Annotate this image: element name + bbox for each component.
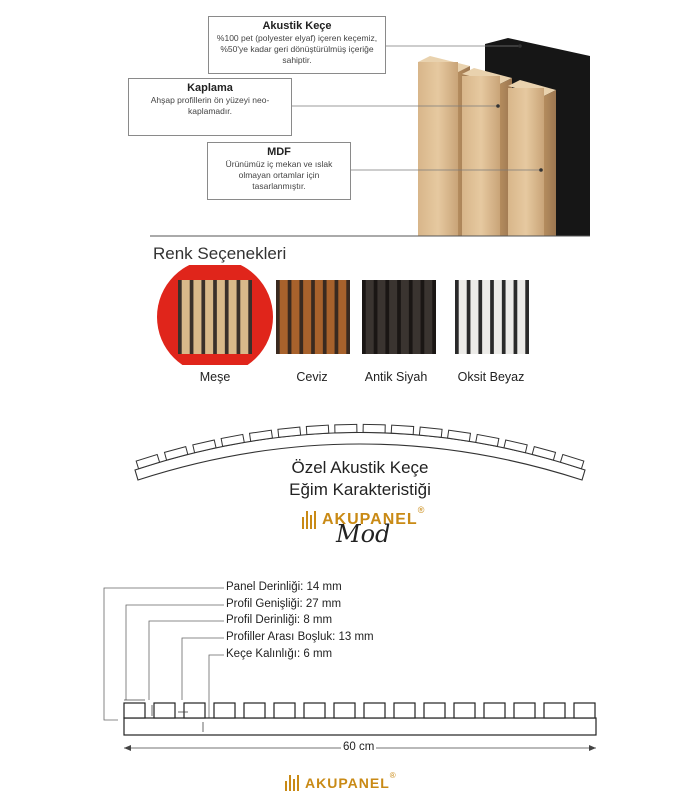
dim-profile-gap: Profiller Arası Boşluk: 13 mm (226, 631, 374, 643)
profile-slat (214, 703, 235, 718)
profile-slat (124, 703, 145, 718)
slat (303, 280, 311, 354)
profile-slat (544, 703, 565, 718)
footer-registered-mark: ® (389, 771, 396, 780)
curve-title-line2: Eğim Karakteristiği (289, 480, 431, 499)
mdf-title: MDF (267, 146, 291, 158)
color-swatch-0[interactable] (157, 265, 273, 365)
curve-title-line1: Özel Akustik Keçe (291, 458, 429, 477)
dim-total-width: 60 cm (343, 741, 375, 753)
profile-slat (334, 703, 355, 718)
wood-slat (462, 76, 500, 236)
color-swatch-2[interactable] (362, 280, 436, 354)
slat (315, 280, 323, 354)
slat (205, 280, 213, 354)
colors-section-title: Renk Seçenekleri (153, 244, 287, 263)
curve-slat (306, 425, 328, 434)
panel-layers-illustration (0, 0, 700, 240)
slat (193, 280, 201, 354)
profile-slat (154, 703, 175, 718)
felt-description: %100 pet (polyester elyaf) içeren keçemiz, %50'ye kadar geri dönüştürülmüş içeriğe sahiptir. (216, 33, 378, 65)
color-swatch-1[interactable] (276, 280, 350, 354)
profile-slat (514, 703, 535, 718)
slat (413, 280, 421, 354)
slat (229, 280, 237, 354)
curve-slat (391, 425, 413, 434)
dimension-diagram (0, 575, 700, 765)
mdf-description: Ürünümüz iç mekan ve ıslak olmayan ortamlar için tasarlanmıştır. (225, 159, 333, 191)
footer-brand-name: AKUPANEL (305, 775, 390, 791)
color-swatch-3[interactable] (455, 280, 529, 354)
slat (389, 280, 397, 354)
wood-slat (418, 62, 458, 236)
slat (240, 280, 248, 354)
profile-slat (484, 703, 505, 718)
curve-slat (363, 424, 385, 432)
veneer-title: Kaplama (187, 82, 233, 94)
footer-logo (285, 771, 396, 791)
profile-slat (364, 703, 385, 718)
profile-slat (244, 703, 265, 718)
swatch-label-ceviz: Ceviz (296, 370, 328, 384)
slat (280, 280, 288, 354)
swatch-label-antik-siyah: Antik Siyah (364, 370, 428, 384)
dim-profile-width: Profil Genişliği: 27 mm (226, 598, 342, 610)
slat (401, 280, 409, 354)
dim-felt-thickness: Keçe Kalınlığı: 6 mm (226, 648, 333, 660)
profile-slat (454, 703, 475, 718)
curve-slat (419, 427, 442, 437)
slat (338, 280, 346, 354)
profile-slat (304, 703, 325, 718)
slat (182, 280, 190, 354)
slat (424, 280, 432, 354)
curve-slat (278, 427, 301, 437)
brand-name: AKUPANEL (322, 511, 418, 528)
slat (291, 280, 299, 354)
slat (494, 280, 502, 354)
slat (470, 280, 478, 354)
registered-mark: ® (417, 505, 425, 515)
slat (327, 280, 335, 354)
profile-slat (424, 703, 445, 718)
slat (482, 280, 490, 354)
curve-slat (335, 424, 357, 432)
profile-slat (394, 703, 415, 718)
dim-panel-depth: Panel Derinliği: 14 mm (226, 581, 342, 593)
profile-slat (274, 703, 295, 718)
profile-slat (574, 703, 595, 718)
dim-profile-depth: Profil Derinliği: 8 mm (226, 614, 333, 626)
mod-script-word: Mod (336, 520, 391, 548)
slat (459, 280, 467, 354)
felt-base (124, 718, 596, 735)
felt-title: Akustik Keçe (262, 20, 332, 32)
slat (217, 280, 225, 354)
slat (377, 280, 385, 354)
swatch-label-mese: Meşe (199, 370, 231, 384)
veneer-description: Ahşap profillerin ön yüzeyi neo-kaplamadır. (150, 95, 270, 116)
wood-slat (508, 88, 544, 236)
slat (517, 280, 525, 354)
logo-bars-icon (302, 511, 318, 529)
profile-slat (184, 703, 205, 718)
swatch-label-oksit-beyaz: Oksit Beyaz (457, 370, 525, 384)
slat (366, 280, 374, 354)
color-swatches (0, 265, 700, 365)
footer-logo-bars-icon (285, 775, 301, 791)
slat (506, 280, 514, 354)
